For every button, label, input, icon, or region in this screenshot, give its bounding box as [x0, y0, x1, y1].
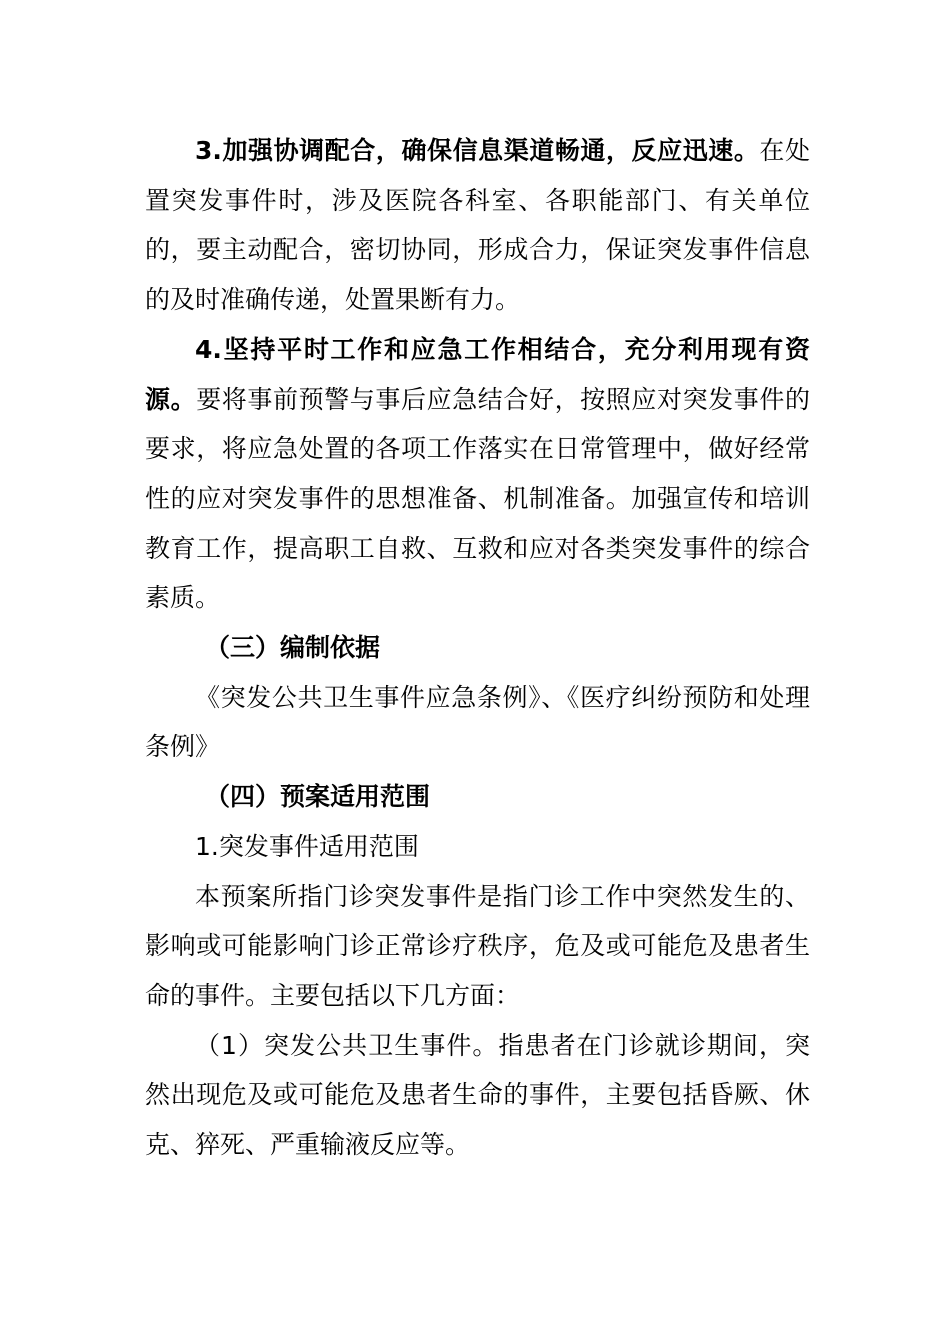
paragraph-coordination-text: 在处置突发事件时，涉及医院各科室、各职能部门、有关单位的，要主动配合，密切协同，形成合力，保证突发事件信息的及时准确传递，处置果断有力。: [145, 136, 810, 315]
paragraph-item-1: （1）突发公共卫生事件。指患者在门诊就诊期间，突然出现危及或可能危及患者生命的事件，主要包括昏厥、休克、猝死、严重输液反应等。: [145, 1030, 810, 1160]
paragraph-coordination-heading: 3.加强协调配合，确保信息渠道畅通，反应迅速。: [195, 136, 760, 165]
paragraph-basis: 《突发公共卫生事件应急条例》、《医疗纠纷预防和处理条例》: [145, 682, 810, 762]
paragraph-combine-work: [145, 325, 810, 623]
paragraph-scope: 本预案所指门诊突发事件是指门诊工作中突然发生的、影响或可能影响门诊正常诊疗秩序，危及或可能危及患者生命的事件。主要包括以下几方面：: [145, 881, 810, 1010]
paragraph-combine-work-text: 要将事前预警与事后应急结合好，按照应对突发事件的要求，将应急处置的各项工作落实在日常管理中，做好经常性的应对突发事件的思想准备、机制准备。加强宣传和培训教育工作，提高职工自救、互救和应对各类突发事件的综合素质。: [145, 384, 810, 613]
paragraph-combine-work-heading: 4.坚持平时工作和应急工作相结合，充分利用现有资源。: [145, 334, 810, 414]
document-page: [145, 126, 810, 1170]
paragraph-coordination: [145, 126, 810, 325]
section-heading-basis: （三）编制依据: [205, 633, 381, 663]
subheading-scope: 1.突发事件适用范围: [195, 831, 419, 861]
section-heading-scope: （四）预案适用范围: [205, 782, 431, 812]
